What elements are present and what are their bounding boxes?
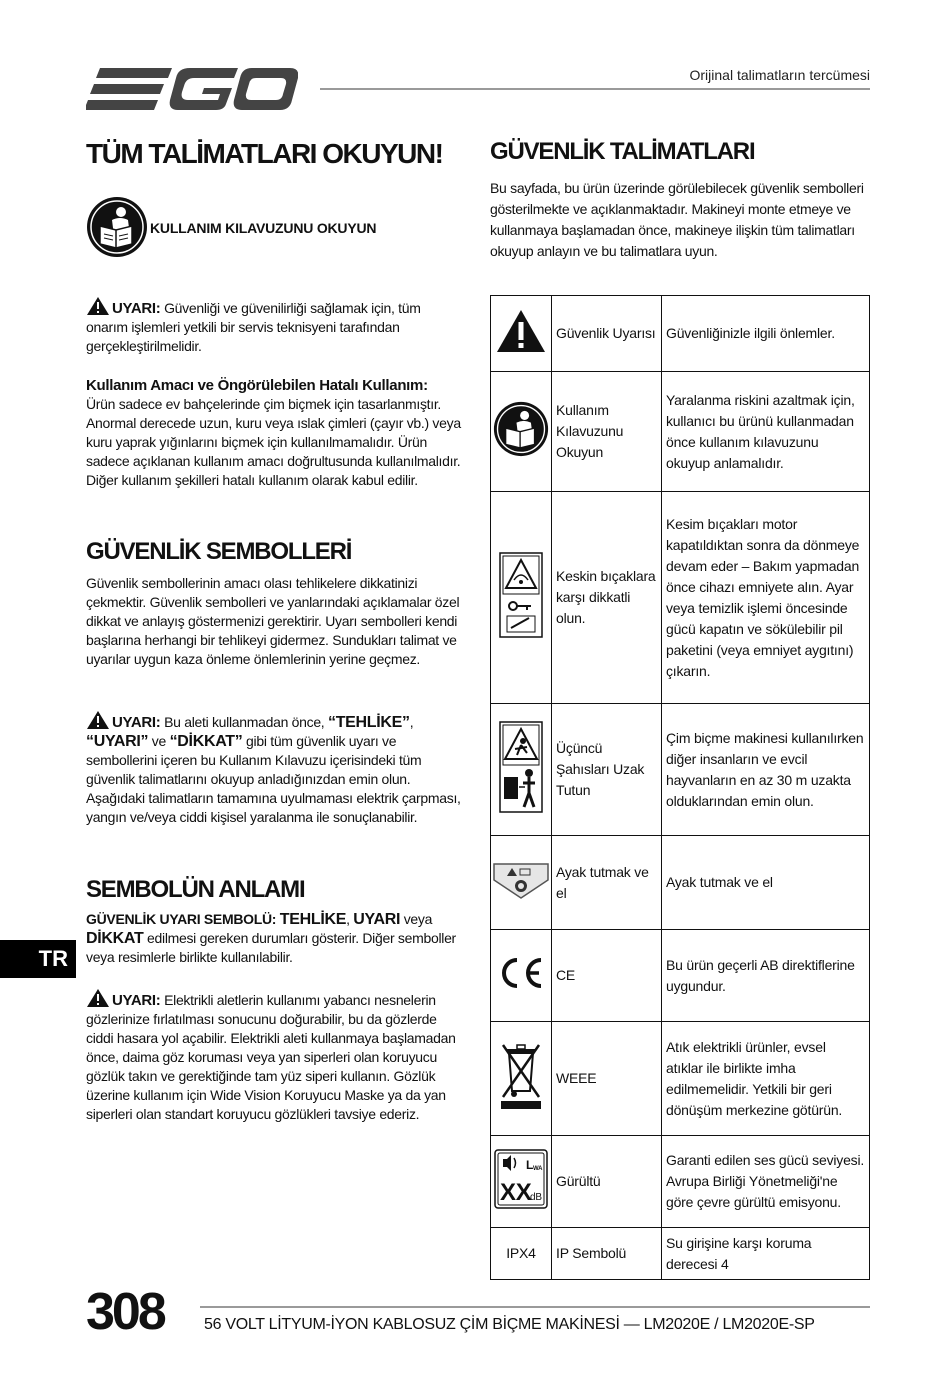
ce-icon bbox=[497, 956, 545, 990]
warning-triangle-icon bbox=[86, 710, 110, 730]
ipx4-text: IPX4 bbox=[491, 1228, 552, 1280]
noise-value-placeholder: XX bbox=[500, 1178, 532, 1206]
symbol-meaning-desc: edilmesi gereken durumları gösterir. Diğer semboller veya resimlerle birlikte kullanılabilir. bbox=[86, 930, 456, 965]
symbol-name: Keskin bıçaklara karşı dikkatli olun. bbox=[552, 492, 662, 704]
header-caption: Orijinal talimatların tercümesi bbox=[689, 67, 870, 83]
table-row bbox=[491, 296, 870, 372]
symbol-desc: Çim biçme makinesi kullanılırken diğer insanların ve evcil hayvanların en az 30 m uzakta olduklarından emin olun. bbox=[662, 704, 870, 836]
warning-triangle-icon bbox=[86, 988, 110, 1008]
header-rule bbox=[320, 88, 870, 90]
symbol-desc: Güvenliğinizle ilgili önlemler. bbox=[662, 296, 870, 372]
section-heading-safety-instructions: GÜVENLİK TALİMATLARI bbox=[490, 138, 755, 165]
symbol-name: Gürültü bbox=[552, 1136, 662, 1228]
symbol-cell bbox=[491, 372, 552, 492]
safety-symbols-text: Güvenlik sembollerinin amacı olası tehlikelere dikkatinizi çekmektir. Güvenlik sembolleri ve yanlarındaki açıklamalar özel dikkat ve anlayış göstermenizi gerektirir. Uyarı sembolleri kendi başlarına herhangi bir tehlikeyi gidermez. Sundukları talimat ve uyarılar uygun kaza önleme önlemlerinin yerine geçmez. bbox=[86, 575, 460, 667]
symbol-desc: Ayak tutmak ve el bbox=[662, 836, 870, 930]
symbol-name: CE bbox=[552, 930, 662, 1022]
page-number: 308 bbox=[86, 1283, 164, 1341]
read-manual-label: KULLANIM KILAVUZUNU OKUYUN bbox=[150, 220, 377, 236]
intended-use-heading: Kullanım Amacı ve Öngörülebilen Hatalı Kullanım: bbox=[86, 377, 428, 394]
table-row bbox=[491, 1136, 870, 1228]
table-row bbox=[491, 836, 870, 930]
symbol-meaning-label: GÜVENLİK UYARI SEMBOLÜ: bbox=[86, 911, 280, 927]
section-heading-safety-symbols: GÜVENLİK SEMBOLLERİ bbox=[86, 538, 352, 565]
symbol-name: IP Sembolü bbox=[552, 1228, 662, 1280]
separator: ve bbox=[148, 733, 170, 749]
warning-read-instructions bbox=[86, 710, 461, 827]
symbol-cell bbox=[491, 836, 552, 930]
symbol-cell bbox=[491, 1136, 552, 1228]
warning-label: UYARI: bbox=[112, 992, 161, 1009]
symbol-name: Kullanım Kılavuzunu Okuyun bbox=[552, 372, 662, 492]
noise-icon bbox=[494, 1149, 548, 1209]
signal-word-caution: “DİKKAT” bbox=[169, 733, 243, 750]
warning-text: Güvenliği ve güvenilirliği sağlamak için, tüm onarım işlemleri yetkili bir servis teknisyeni tarafından gerçekleştirilmelidir. bbox=[86, 300, 421, 354]
db-unit: dB bbox=[530, 1191, 542, 1203]
separator: , bbox=[346, 911, 354, 927]
symbol-meaning-text bbox=[86, 910, 461, 967]
intended-use-text: Ürün sadece ev bahçelerinde çim biçmek için tasarlanmıştır. Anormal derecede uzun, kuru veya ıslak çimleri (çayır vb.) veya kuru yaprak yığınlarını biçmek için kullanılmamalıdır. Ürün sadece açıklanan kullanım amacı doğrultusunda kullanılmalıdır. Diğer kullanım şekilleri hatalı kullanım olarak kabul edilir. bbox=[86, 396, 461, 488]
ego-logo bbox=[86, 66, 298, 112]
footer-rule bbox=[200, 1306, 870, 1308]
symbol-desc: Atık elektrikli ürünler, evsel atıklar ile birlikte imha edilmemelidir. Yetkili bir geri dönüşüm merkezine götürün. bbox=[662, 1022, 870, 1136]
table-row bbox=[491, 372, 870, 492]
symbol-cell bbox=[491, 704, 552, 836]
separator: , bbox=[409, 714, 414, 730]
symbol-desc: Bu ürün geçerli AB direktiflerine uygundur. bbox=[662, 930, 870, 1022]
warning-text: Bu aleti kullanmadan önce, bbox=[160, 714, 328, 730]
table-row bbox=[491, 492, 870, 704]
table-row bbox=[491, 704, 870, 836]
warning-text: gibi tüm güvenlik uyarı ve sembollerini içeren bu Kullanım Kılavuzu içerisindeki tüm güvenlik talimatlarını okuyup anladığınızdan emin olun. Aşağıdaki talimatların tamamına uyulmaması elektrik çarpması, yangın ve/veya ciddi kişisel yaralanma ile sonuçlanabilir. bbox=[86, 733, 461, 825]
safety-alert-icon bbox=[495, 308, 547, 354]
symbol-name: Güvenlik Uyarısı bbox=[552, 296, 662, 372]
table-row bbox=[491, 1022, 870, 1136]
lwa-sub: WA bbox=[533, 1165, 543, 1172]
read-manual-icon bbox=[86, 196, 148, 258]
hand-foot-icon bbox=[492, 860, 550, 900]
symbol-name: Üçüncü Şahısları Uzak Tutun bbox=[552, 704, 662, 836]
read-manual-icon bbox=[493, 401, 549, 457]
symbol-cell bbox=[491, 296, 552, 372]
warning-eye-protection bbox=[86, 988, 461, 1124]
warning-triangle-icon bbox=[86, 296, 110, 316]
sharp-blades-icon bbox=[499, 552, 543, 638]
table-row bbox=[491, 930, 870, 1022]
signal-word-danger: “TEHLİKE” bbox=[328, 714, 410, 731]
warning-text: Elektrikli aletlerin kullanımı yabancı nesnelerin gözlerinize fırlatılması sonucunu doğurabilir, bu da gözlerde ciddi hasara yol açabilir. Elektrikli aleti kullanmaya başlamadan önce, daima göz koruması veya yan siperleri olan koruyucu gözlük takın ve gerektiğinde tam yüz siperi kullanın. Gözlük üzerine kullanım için Wide Vision Koruyucu Maske ya da yan siperleri olan standart koruyucu gözlükleri tavsiye ederiz. bbox=[86, 992, 456, 1122]
symbol-desc: Su girişine karşı koruma derecesi 4 bbox=[662, 1228, 870, 1280]
symbol-name: WEEE bbox=[552, 1022, 662, 1136]
signal-word-warning: “UYARI” bbox=[86, 733, 149, 750]
warning-service bbox=[86, 296, 461, 356]
weee-icon bbox=[499, 1041, 543, 1111]
signal-word-caution: DİKKAT bbox=[86, 930, 144, 947]
symbol-name: Ayak tutmak ve el bbox=[552, 836, 662, 930]
symbol-desc: Garanti edilen ses gücü seviyesi. Avrupa Birliği Yönetmeliği'ne göre çevre gürültü emisyonu. bbox=[662, 1136, 870, 1228]
symbols-table bbox=[490, 295, 870, 1280]
footer-title: 56 VOLT LİTYUM-İYON KABLOSUZ ÇİM BİÇME MAKİNESİ — LM2020E / LM2020E-SP bbox=[204, 1316, 815, 1333]
symbol-cell bbox=[491, 492, 552, 704]
signal-word-warning: UYARI bbox=[353, 911, 401, 928]
symbol-desc: Yaralanma riskini azaltmak için, kullanıcı bu ürünü kullanmadan önce kullanım kılavuzunu okuyup anlamalıdır. bbox=[662, 372, 870, 492]
bystanders-icon bbox=[499, 721, 543, 813]
symbol-cell bbox=[491, 930, 552, 1022]
page-title: TÜM TALİMATLARI OKUYUN! bbox=[86, 138, 443, 169]
warning-label: UYARI: bbox=[112, 300, 161, 317]
table-row bbox=[491, 1228, 870, 1280]
symbol-cell bbox=[491, 1022, 552, 1136]
language-tab: TR bbox=[0, 940, 76, 978]
lwa-label: L bbox=[526, 1157, 534, 1172]
separator: veya bbox=[400, 911, 433, 927]
section-heading-symbol-meaning: SEMBOLÜN ANLAMI bbox=[86, 876, 305, 903]
safety-instructions-intro: Bu sayfada, bu ürün üzerinde görülebilecek güvenlik sembolleri gösterilmekte ve açıklanmaktadır. Makineyi monte etmeye ve kullanmaya başlamadan önce, makineye ilişkin tüm talimatları okuyup anlayın ve bu talimatlara uyun. bbox=[490, 180, 864, 259]
warning-label: UYARI: bbox=[112, 714, 161, 731]
signal-word-danger: TEHLİKE bbox=[279, 911, 347, 928]
symbol-desc: Kesim bıçakları motor kapatıldıktan sonra da dönmeye devam eder – Bakım yapmadan önce cihazı emniyete alın. Ayar veya temizlik işlemi öncesinde gücü kapatın ve sökülebilir pil paketini (veya emniyet aygıtını) çıkarın. bbox=[662, 492, 870, 704]
